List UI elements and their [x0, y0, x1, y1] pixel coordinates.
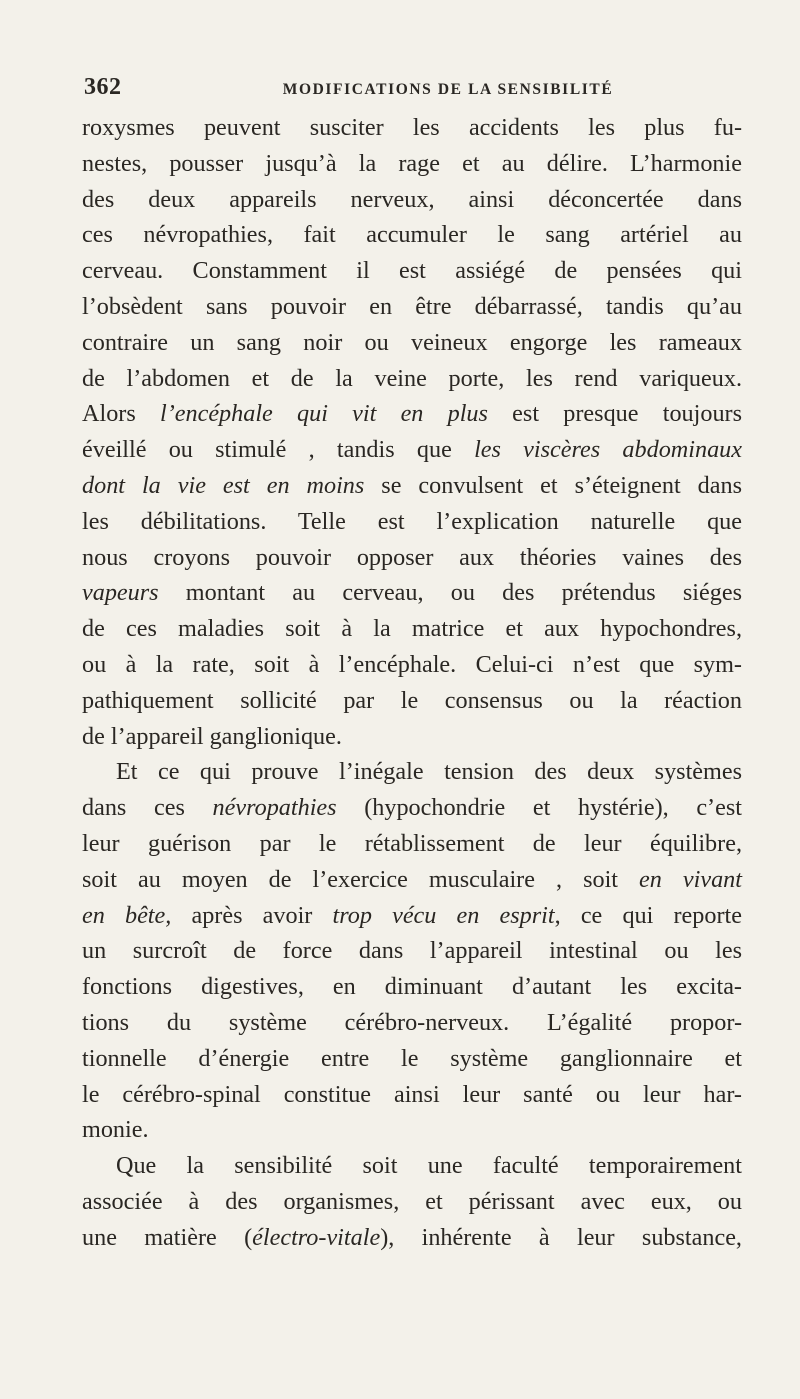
- text-line: [82, 182, 742, 218]
- text-segment: roxysmes peuvent susciter les accidents les plus fu-: [82, 114, 742, 141]
- text-segment: de l’appareil ganglionique.: [82, 722, 342, 750]
- text-line: [82, 898, 742, 934]
- italic-text: en bête,: [82, 901, 172, 929]
- text-segment: montant au cerveau, ou des prétendus siéges: [158, 579, 742, 607]
- text-segment: est presque toujours: [487, 400, 743, 428]
- text-segment: les débilitations. Telle est l’explication naturelle que: [82, 507, 742, 535]
- text-line: [82, 1148, 742, 1184]
- text-line: [82, 862, 742, 898]
- page-header: [84, 74, 744, 104]
- text-segment: tionnelle d’énergie entre le système ganglionnaire et: [82, 1044, 742, 1072]
- text-line: [82, 754, 742, 790]
- text-segment: tions du système cérébro-nerveux. L’égalité propor-: [82, 1008, 742, 1036]
- text-line: [82, 1077, 742, 1113]
- text-segment: soit au moyen de l’exercice musculaire , soit: [82, 865, 640, 893]
- text-line: [82, 468, 742, 504]
- text-line: [82, 826, 742, 862]
- text-line: [82, 683, 742, 719]
- text-segment: de l’abdomen et de la veine porte, les rend variqueux.: [82, 364, 742, 392]
- italic-text: l’encéphale qui vit en plus: [159, 400, 488, 428]
- text-segment: contraire un sang noir ou veineux engorge les rameaux: [82, 328, 742, 356]
- text-line: [82, 540, 742, 576]
- text-line: [82, 1184, 742, 1220]
- text-line: [82, 1220, 742, 1256]
- text-segment: leur guérison par le rétablissement de leur équilibre,: [82, 829, 742, 857]
- text-segment: fonctions digestives, en diminuant d’autant les excita-: [82, 973, 742, 1001]
- text-segment: associée à des organismes, et périssant avec eux, ou: [82, 1187, 742, 1215]
- italic-text: les viscères abdominaux: [474, 436, 742, 464]
- text-segment: Que la sensibilité soit une faculté temporairement: [116, 1152, 742, 1180]
- text-segment: ), inhérente à leur substance,: [380, 1223, 742, 1251]
- text-segment: dans ces: [82, 794, 213, 822]
- text-line: [82, 719, 742, 755]
- text-segment: de ces maladies soit à la matrice et aux hypochondres,: [82, 615, 742, 643]
- running-title: MODIFICATIONS DE LA SENSIBILITÉ: [282, 81, 614, 98]
- text-line: [82, 504, 742, 540]
- text-segment: monie.: [82, 1116, 149, 1144]
- text-segment: le cérébro-spinal constitue ainsi leur santé ou leur har-: [82, 1080, 742, 1108]
- body-text: [82, 110, 742, 1256]
- italic-text: névropathies: [212, 794, 337, 822]
- text-segment: après avoir: [171, 901, 333, 929]
- text-line: [82, 432, 742, 468]
- italic-text: trop vécu en esprit: [332, 901, 555, 929]
- text-segment: nestes, pousser jusqu’à la rage et au délire. L’harmonie: [82, 149, 742, 177]
- text-line: [82, 969, 742, 1005]
- text-segment: ou à la rate, soit à l’encéphale. Celui-ci n’est que sym-: [82, 650, 742, 678]
- text-line: [82, 217, 742, 253]
- italic-text: vapeurs: [82, 579, 159, 607]
- text-line: [82, 933, 742, 969]
- text-segment: nous croyons pouvoir opposer aux théories vaines des: [82, 543, 742, 571]
- text-segment: des deux appareils nerveux, ainsi déconcertée dans: [82, 185, 742, 213]
- text-line: [82, 110, 742, 146]
- text-line: [82, 396, 742, 432]
- italic-text: électro-vitale: [252, 1223, 381, 1251]
- text-line: [82, 647, 742, 683]
- text-line: [82, 146, 742, 182]
- text-line: [82, 361, 742, 397]
- text-line: [82, 575, 742, 611]
- text-line: [82, 325, 742, 361]
- text-segment: un surcroît de force dans l’appareil intestinal ou les: [82, 937, 742, 965]
- italic-text: en vivant: [639, 865, 742, 893]
- text-segment: une matière (: [82, 1223, 253, 1251]
- text-segment: , ce qui reporte: [554, 901, 742, 929]
- text-segment: éveillé ou stimulé , tandis que: [82, 436, 475, 464]
- text-segment: (hypochondrie et hystérie), c’est: [336, 794, 742, 822]
- italic-text: dont la vie est en moins: [82, 471, 365, 499]
- text-segment: ces névropathies, fait accumuler le sang artériel au: [82, 221, 742, 249]
- text-line: [82, 1112, 742, 1148]
- text-line: [82, 289, 742, 325]
- text-segment: pathiquement sollicité par le consensus ou la réaction: [82, 686, 742, 714]
- text-line: [82, 790, 742, 826]
- text-line: [82, 1005, 742, 1041]
- text-line: [82, 611, 742, 647]
- page-number: 362: [84, 74, 122, 100]
- text-line: [82, 1041, 742, 1077]
- text-segment: cerveau. Constamment il est assiégé de pensées qui: [82, 257, 742, 285]
- text-line: [82, 253, 742, 289]
- text-segment: se convulsent et s’éteignent dans: [364, 471, 742, 499]
- text-segment: Alors: [82, 400, 160, 428]
- text-segment: l’obsèdent sans pouvoir en être débarrassé, tandis qu’au: [82, 292, 742, 320]
- text-segment: Et ce qui prouve l’inégale tension des deux systèmes: [116, 758, 742, 786]
